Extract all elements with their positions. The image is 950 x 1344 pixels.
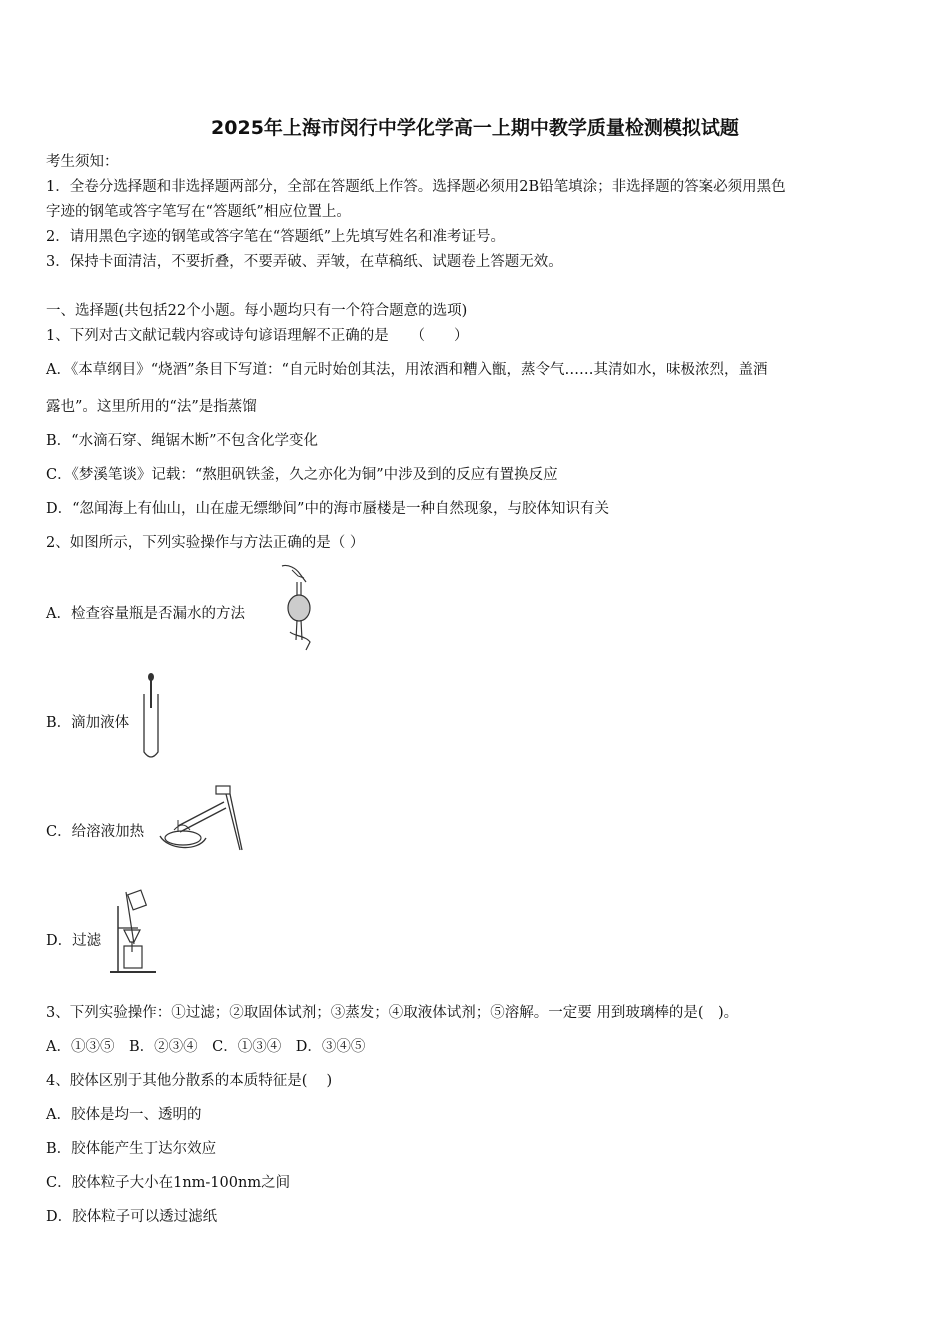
q3-stem: 3、下列实验操作：①过滤；②取固体试剂；③蒸发；④取液体试剂；⑤溶解。一定要 用到玻璃棒的是( )。: [46, 1005, 739, 1021]
q4-option-d: D．胶体粒子可以透过滤纸: [46, 1209, 218, 1225]
q4-stem: 4、胶体区别于其他分散系的本质特征是( ): [46, 1073, 333, 1089]
q3-options: A．①③⑤ B．②③④ C．①③④ D．③④⑤: [46, 1039, 366, 1055]
notice-item-2: 2．请用黑色字迹的钢笔或答字笔在“答题纸”上先填写姓名和准考证号。: [46, 229, 506, 245]
q1-option-a-cont: 露也”。这里所用的“法”是指蒸馏: [46, 399, 257, 415]
q2-option-a: A．检查容量瓶是否漏水的方法: [46, 606, 245, 622]
filtration-figure: [108, 888, 158, 976]
q4-option-c: C．胶体粒子大小在1nm-100nm之间: [46, 1175, 291, 1191]
page-title: 2025年上海市闵行中学化学高一上期中教学质量检测模拟试题: [211, 117, 739, 139]
q1-option-a: A．《本草纲目》“烧酒”条目下写道：“自元时始创其法，用浓酒和糟入甑，蒸令气……其清如水，味极浓烈，盖酒: [46, 362, 768, 378]
q2-option-d: D．过滤: [46, 933, 102, 949]
notice-item-1-cont: 字迹的钢笔或答字笔写在“答题纸”相应位置上。: [46, 204, 351, 220]
q4-option-a: A．胶体是均一、透明的: [46, 1107, 202, 1123]
q1-stem: 1、下列对古文献记载内容或诗句谚语理解不正确的是 （ ）: [46, 328, 469, 344]
q2-option-c: C．给溶液加热: [46, 824, 145, 840]
notice-item-3: 3．保持卡面清洁，不要折叠，不要弄破、弄皱，在草稿纸、试题卷上答题无效。: [46, 254, 563, 270]
test-tube-dropper-figure: [140, 672, 162, 762]
q4-option-b: B．胶体能产生丁达尔效应: [46, 1141, 217, 1157]
q1-option-c: C．《梦溪笔谈》记载：“熬胆矾铁釜，久之亦化为铜”中涉及到的反应有置换反应: [46, 467, 558, 483]
q2-option-b: B．滴加液体: [46, 715, 130, 731]
q2-stem: 2、如图所示，下列实验操作与方法正确的是（ ）: [46, 535, 365, 551]
heating-solution-figure: [158, 780, 244, 858]
notice-item-1: 1．全卷分选择题和非选择题两部分，全部在答题纸上作答。选择题必须用2B铅笔填涂；非选择题的答案必须用黑色: [46, 179, 786, 195]
notice-heading: 考生须知：: [46, 154, 119, 170]
q1-option-b: B．“水滴石穿、绳锯木断”不包含化学变化: [46, 433, 318, 449]
section-heading: 一、选择题(共包括22个小题。每小题均只有一个符合题意的选项): [46, 303, 468, 319]
volumetric-flask-figure: [270, 562, 316, 652]
q1-option-d: D．“忽闻海上有仙山，山在虚无缥缈间”中的海市蜃楼是一种自然现象，与胶体知识有关: [46, 501, 609, 517]
